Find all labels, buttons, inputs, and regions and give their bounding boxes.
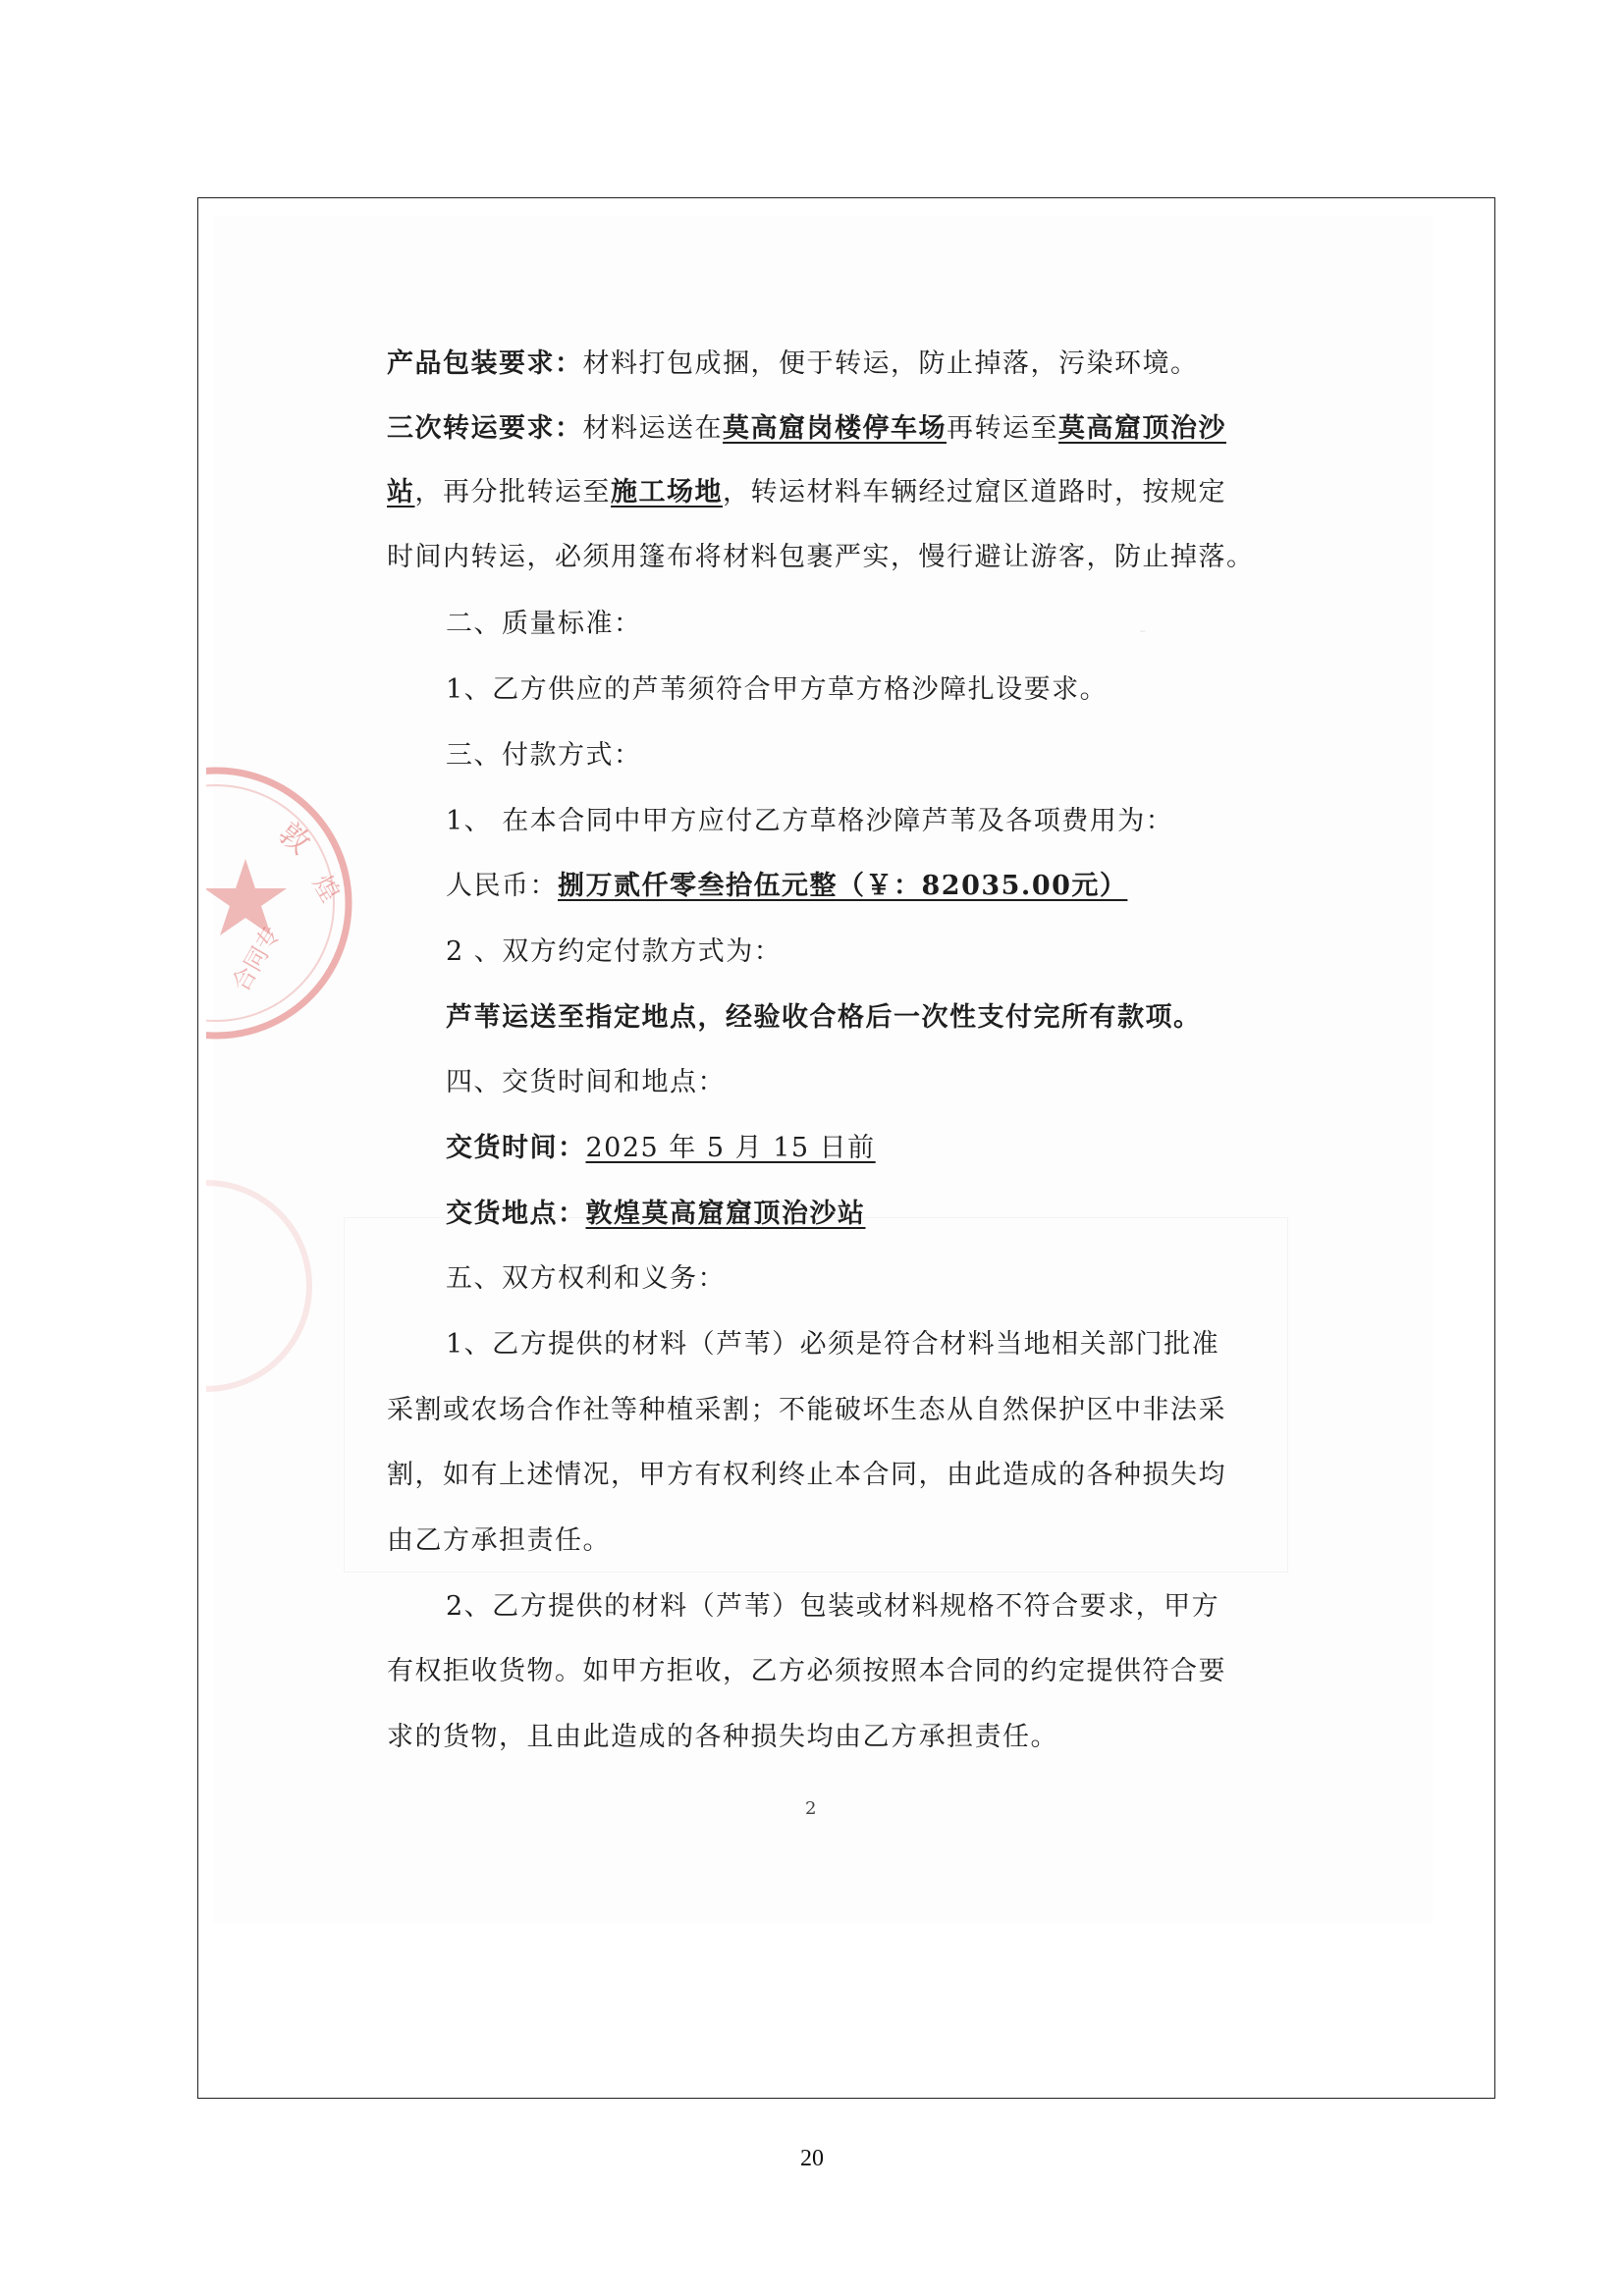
transfer-text-3: ，再分批转运至 — [414, 477, 611, 507]
section-quality-heading: 二、质量标准： — [446, 609, 642, 639]
transfer-place-2a: 莫高窟顶治沙 — [1058, 413, 1226, 444]
page-number: 20 — [800, 2146, 824, 2171]
transfer-text-5: 时间内转运，必须用篷布将材料包裹严实，慢行避让游客，防止掉落。 — [387, 542, 1255, 572]
payment-terms: 芦苇运送至指定地点，经验收合格后一次性支付完所有款项。 — [446, 1002, 1202, 1033]
rights-item-2-line-1: 2、乙方提供的材料（芦苇）包装或材料规格不符合要求，甲方 — [446, 1591, 1220, 1622]
packaging-requirement-line — [387, 347, 1199, 382]
seal-text-bottom: 合同专 — [226, 921, 287, 996]
rmb-amount-line — [446, 869, 1127, 904]
payment-item-1: 1、 在本合同中甲方应付乙方草格沙障芦苇及各项费用为： — [446, 806, 1174, 836]
inner-page-number: 2 — [805, 1798, 817, 1819]
delivery-place-label: 交货地点： — [446, 1199, 586, 1229]
delivery-time-line — [446, 1131, 876, 1166]
rights-item-2-line-2: 有权拒收货物。如甲方拒收，乙方必须按照本合同的约定提供符合要 — [387, 1656, 1226, 1686]
rmb-label: 人民币： — [446, 871, 558, 901]
section-delivery-heading: 四、交货时间和地点： — [446, 1067, 726, 1097]
transfer-place-1: 莫高窟岗楼停车场 — [723, 413, 947, 444]
transfer-label: 三次转运要求： — [387, 413, 583, 444]
faint-seal-bottom — [206, 1158, 314, 1414]
quality-item-1: 1、乙方供应的芦苇须符合甲方草方格沙障扎设要求。 — [446, 674, 1109, 705]
red-seal — [206, 766, 363, 1050]
rights-item-1-line-1: 1、乙方提供的材料（芦苇）必须是符合材料当地相关部门批准 — [446, 1329, 1220, 1360]
rights-item-1-line-2: 采割或农场合作社等种植采割；不能破坏生态从自然保护区中非法采 — [387, 1395, 1226, 1425]
transfer-text-4: ，转运材料车辆经过窟区道路时，按规定 — [723, 477, 1226, 507]
transfer-text-1: 材料运送在 — [582, 413, 723, 444]
rmb-amount: 捌万贰仟零叁拾伍元整（￥：82035.00元） — [558, 871, 1128, 901]
delivery-time-label: 交货时间： — [446, 1133, 586, 1163]
packaging-text: 材料打包成捆，便于转运，防止掉落，污染环境。 — [582, 348, 1199, 379]
rights-item-2-line-3: 求的货物，且由此造成的各种损失均由乙方承担责任。 — [387, 1722, 1058, 1752]
payment-item-2: 2 、双方约定付款方式为： — [446, 936, 783, 967]
delivery-time: 2025 年 5 月 15 日前 — [585, 1133, 876, 1163]
show-through-text: - — [1139, 618, 1147, 643]
rights-item-1-line-3: 割，如有上述情况，甲方有权利终止本合同，由此造成的各种损失均 — [387, 1460, 1226, 1490]
transfer-text-line-3 — [387, 540, 1255, 575]
transfer-text-2: 再转运至 — [947, 413, 1058, 444]
seal-text-side: 煌 — [305, 870, 345, 908]
delivery-place-line — [446, 1197, 866, 1232]
section-rights-heading: 五、双方权利和义务： — [446, 1263, 726, 1294]
transfer-continuation-line — [387, 475, 1226, 510]
seal-text-top: 敦 — [271, 816, 317, 862]
transfer-place-3: 施工场地 — [611, 477, 723, 507]
packaging-label: 产品包装要求： — [387, 348, 583, 379]
rights-item-1-line-4: 由乙方承担责任。 — [387, 1525, 611, 1556]
delivery-place: 敦煌莫高窟窟顶治沙站 — [585, 1199, 866, 1229]
transfer-requirement-line — [387, 411, 1226, 447]
transfer-place-2b: 站 — [387, 477, 415, 507]
section-payment-heading: 三、付款方式： — [446, 740, 642, 771]
